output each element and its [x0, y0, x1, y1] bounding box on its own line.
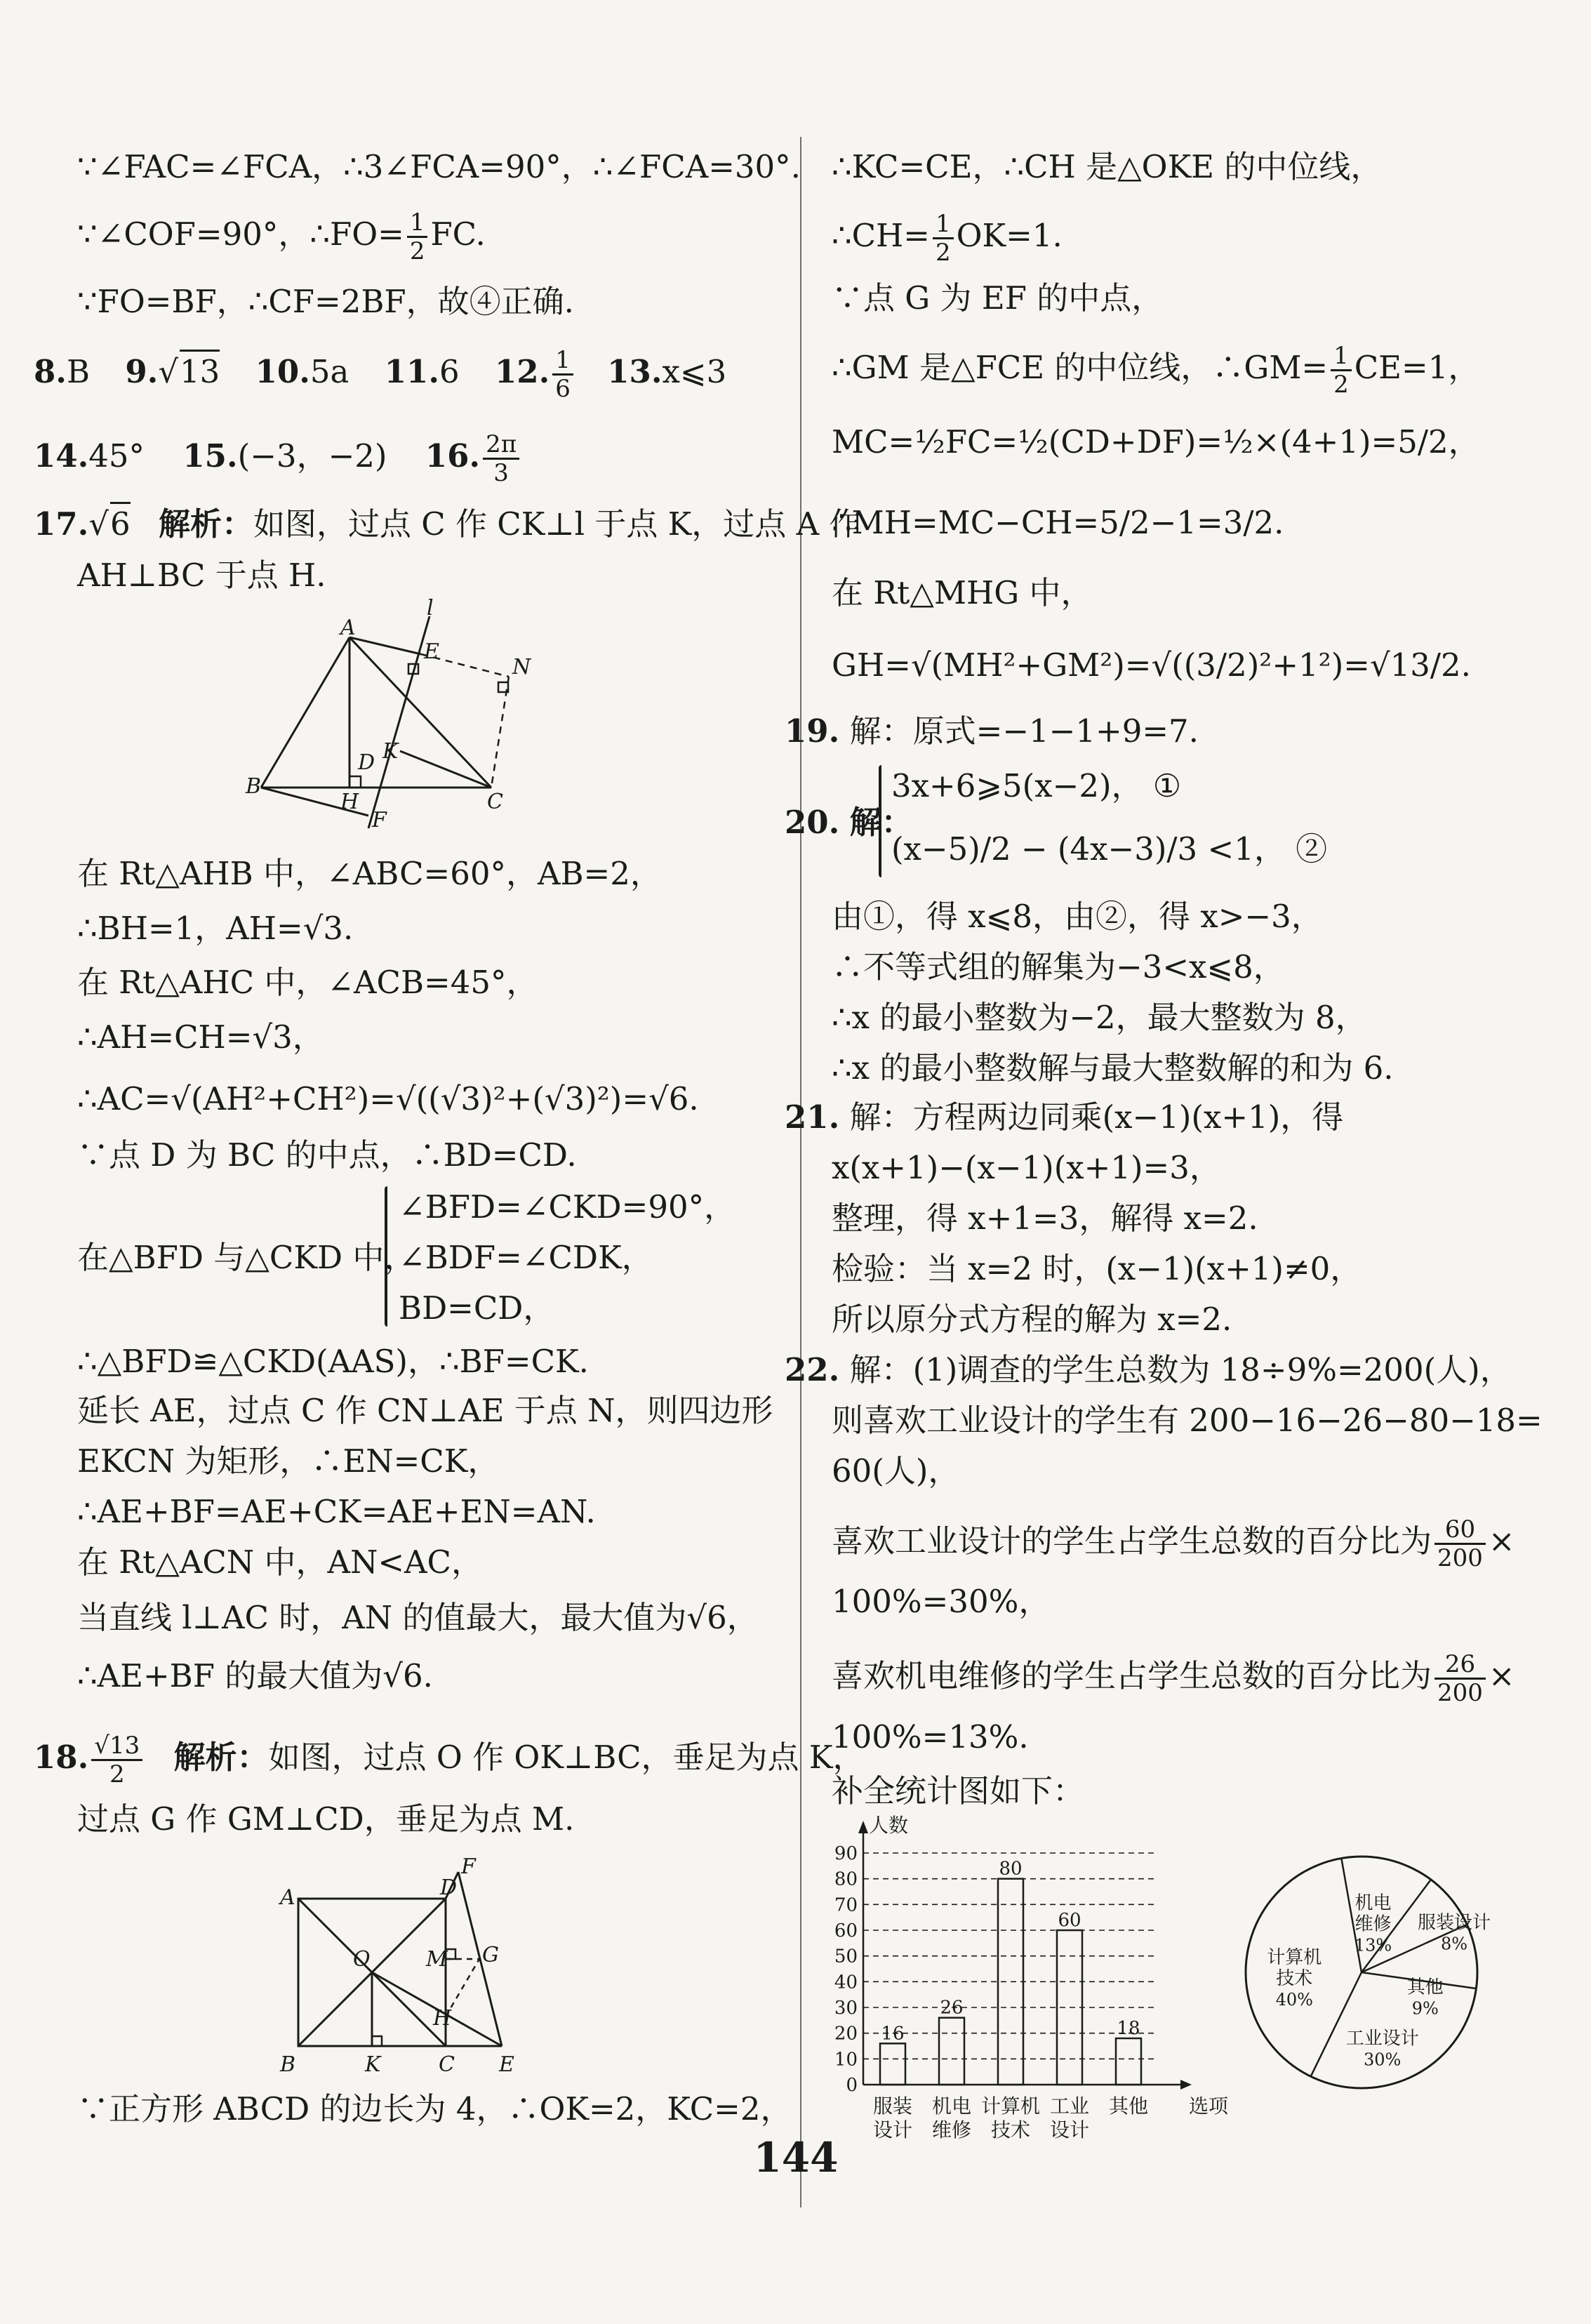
- tick-label: 90: [834, 1843, 858, 1864]
- category-label: 技术: [990, 2118, 1031, 2142]
- line-2: ∵∠COF=90°，∴FO= $\frac{1}{2}$ FC.: [77, 208, 486, 265]
- slice-label: 其他: [1406, 1977, 1444, 1998]
- q17-step-10: EKCN 为矩形，∴EN=CK，: [77, 1442, 500, 1480]
- label-l: l: [427, 596, 434, 620]
- bar: [880, 2043, 905, 2085]
- q20-system-1: 3x+6⩾5(x−2)， ①: [891, 767, 1182, 804]
- r-line-7: 在 Rt△MHG 中，: [832, 574, 1093, 611]
- category-label: 服装: [872, 2094, 913, 2118]
- r-line-8: GH=√(MH²+GM²)=√((3/2)²+1²)=√13/2.: [832, 646, 1471, 684]
- category-label: 计算机: [980, 2094, 1041, 2118]
- brace: [385, 1186, 387, 1327]
- label-f: F: [372, 808, 387, 832]
- q19: 19. 解：原式=−1−1+9=7.: [785, 712, 1199, 750]
- category-label: 维修: [931, 2118, 972, 2142]
- slice-percent: 40%: [1275, 1989, 1313, 2010]
- slice-label: 工业设计: [1345, 2028, 1419, 2050]
- q22-step-3: 喜欢工业设计的学生占学生总数的百分比为 $\frac{60}{200}$ ×: [832, 1515, 1515, 1572]
- slice-label: 维修: [1354, 1913, 1392, 1935]
- slice-percent: 13%: [1354, 1935, 1392, 1956]
- q20-step-3: ∴x 的最小整数为−2，最大整数为 8，: [832, 999, 1367, 1036]
- category-label: 机电: [931, 2094, 972, 2118]
- q21-step-4: 所以原分式方程的解为 x=2.: [832, 1301, 1232, 1338]
- q20-header: 20. 解：: [785, 804, 913, 841]
- q20-step-2: ∴不等式组的解集为−3<x⩽8，: [832, 948, 1285, 985]
- q22-header: 22. 解：(1)调查的学生总数为 18÷9%=200(人)，: [785, 1351, 1512, 1388]
- y-axis-label: 人数: [869, 1814, 909, 1837]
- label-n: N: [512, 655, 531, 679]
- q17-step-14: ∴AE+BF 的最大值为√6.: [77, 1657, 433, 1694]
- q17-header: 17.√6 解析：如图，过点 C 作 CK⊥l 于点 K，过点 A 作: [34, 503, 860, 545]
- slice-percent: 30%: [1364, 2050, 1402, 2070]
- slice-label: 计算机: [1267, 1946, 1322, 1968]
- pie-chart: [1200, 1853, 1572, 2099]
- q18-header: 18. $\frac{√13}{2}$ 解析：如图，过点 O 作 OK⊥BC，垂足为点 K，: [34, 1732, 865, 1788]
- q22-step-4: 100%=30%，: [832, 1583, 1051, 1620]
- line-3: ∵FO=BF，∴CF=2BF，故④正确.: [77, 283, 574, 320]
- q17-step-7: 在△BFD 与△CKD 中，: [77, 1239, 416, 1276]
- category-label: 设计: [1049, 2118, 1090, 2142]
- answers-14-16: 14.45° 15.(−3，−2) 16. $\frac{2\pi}{3}$: [34, 431, 522, 486]
- q18-line-3: ∵正方形 ABCD 的边长为 4，∴OK=2，KC=2，: [77, 2090, 792, 2127]
- label-c: C: [439, 2052, 455, 2077]
- category-label: 工业: [1049, 2094, 1090, 2118]
- q17-step-8: ∴△BFD≌△CKD(AAS)，∴BF=CK.: [77, 1343, 589, 1380]
- answers-8-13: 8.B 9.√13 10.5a 11.6 12. $\frac{1}{6}$ 13.x⩽3: [34, 346, 727, 403]
- slice-percent: 9%: [1411, 1998, 1439, 2019]
- tick-label: 20: [834, 2023, 858, 2045]
- label-d: D: [358, 750, 375, 775]
- q17-step-11: ∴AE+BF=AE+CK=AE+EN=AN.: [77, 1493, 596, 1530]
- label-f: F: [461, 1854, 476, 1879]
- category-label: 设计: [872, 2118, 913, 2142]
- label-o: O: [353, 1947, 371, 1972]
- q21-step-1: x(x+1)−(x−1)(x+1)=3，: [832, 1149, 1221, 1186]
- label-d: D: [440, 1875, 458, 1900]
- r-line-3: ∵点 G 为 EF 的中点，: [832, 279, 1164, 317]
- bar-chart: [814, 1811, 1229, 2148]
- tick-label: 60: [834, 1920, 858, 1941]
- q17-step-12: 在 Rt△ACN 中，AN<AC，: [77, 1543, 483, 1581]
- geometry-figure-2: [277, 1854, 537, 2081]
- q21-step-3: 检验：当 x=2 时，(x−1)(x+1)≠0，: [832, 1250, 1362, 1287]
- r-line-1: ∴KC=CE，∴CH 是△OKE 的中位线，: [832, 148, 1383, 185]
- q18-line-2: 过点 G 作 GM⊥CD，垂足为点 M.: [77, 1800, 575, 1838]
- r-line-2: ∴CH= $\frac{1}{2}$ OK=1.: [832, 210, 1063, 267]
- label-k: K: [365, 2052, 381, 2077]
- data-label: 80: [999, 1858, 1023, 1880]
- q20-step-4: ∴x 的最小整数解与最大整数解的和为 6.: [832, 1049, 1394, 1087]
- brace: [879, 765, 881, 877]
- q17-step-4: ∴AH=CH=√3，: [77, 1018, 324, 1056]
- label-b: B: [246, 774, 262, 799]
- q17-step-3: 在 Rt△AHC 中，∠ACB=45°，: [77, 964, 538, 1001]
- geometry-figure-1: [246, 596, 575, 846]
- slice-edge: [1311, 1972, 1362, 2076]
- data-label: 26: [940, 1997, 964, 2019]
- bar: [1116, 2038, 1141, 2085]
- r-line-4: ∴GM 是△FCE 的中位线，∴GM= $\frac{1}{2}$ CE=1，: [832, 342, 1480, 399]
- tick-label: 80: [834, 1868, 858, 1890]
- x-axis-label: 选项: [1189, 2094, 1229, 2118]
- r-line-5: MC=½FC=½(CD+DF)=½×(4+1)=5/2，: [832, 423, 1480, 460]
- q22-step-6: 100%=13%.: [832, 1718, 1029, 1755]
- label-m: M: [426, 1947, 448, 1972]
- q17-step-9: 延长 AE，过点 C 作 CN⊥AE 于点 N，则四边形: [77, 1392, 773, 1429]
- tick-label: 0: [846, 2075, 858, 2096]
- label-e: E: [499, 2052, 514, 2077]
- label-a: A: [340, 616, 356, 640]
- q17-step-13: 当直线 l⊥AC 时，AN 的值最大，最大值为√6，: [77, 1599, 759, 1636]
- q17-step-1: 在 Rt△AHB 中，∠ABC=60°，AB=2，: [77, 855, 662, 892]
- q22-step-5: 喜欢机电维修的学生占学生总数的百分比为 $\frac{26}{200}$ ×: [832, 1650, 1515, 1707]
- q21-header: 21. 解：方程两边同乘(x−1)(x+1)，得: [785, 1098, 1344, 1136]
- label-a: A: [280, 1885, 295, 1910]
- page-number: 144: [753, 2134, 839, 2182]
- q20-system-2: (x−5)/2 − (4x−3)/3 <1， ②: [891, 830, 1328, 868]
- bar: [939, 2018, 964, 2085]
- system-line-2: ∠BDF=∠CDK，: [399, 1239, 653, 1276]
- line-1: ∵∠FAC=∠FCA，∴3∠FCA=90°，∴∠FCA=30°.: [77, 148, 801, 185]
- q17-step-5: ∴AC=√(AH²+CH²)=√((√3)²+(√3)²)=√6.: [77, 1080, 699, 1117]
- q17-step-6: ∵点 D 为 BC 的中点，∴BD=CD.: [77, 1136, 577, 1174]
- label-e: E: [424, 639, 439, 664]
- q17-step-2: ∴BH=1，AH=√3.: [77, 910, 354, 947]
- tick-label: 50: [834, 1946, 858, 1967]
- slice-label: 服装设计: [1417, 1912, 1491, 1934]
- system-line-1: ∠BFD=∠CKD=90°，: [399, 1188, 736, 1226]
- q17-line-2: AH⊥BC 于点 H.: [77, 557, 326, 594]
- label-k: K: [382, 739, 399, 764]
- q22-step-2: 60(人)，: [832, 1452, 960, 1489]
- x-axis-arrow: [1180, 2080, 1192, 2090]
- label-b: B: [280, 2052, 296, 2077]
- slice-label: 机电: [1354, 1892, 1392, 1914]
- tick-label: 70: [834, 1894, 858, 1916]
- tick-label: 40: [834, 1972, 858, 1993]
- system-line-3: BD=CD，: [399, 1289, 555, 1327]
- q20-step-1: 由①，得 x⩽8，由②，得 x>−3，: [832, 898, 1323, 935]
- label-h: H: [433, 2006, 452, 2031]
- q21-step-2: 整理，得 x+1=3，解得 x=2.: [832, 1200, 1258, 1237]
- slice-percent: 8%: [1440, 1934, 1468, 1954]
- r-line-6: ∴MH=MC−CH=5/2−1=3/2.: [832, 504, 1284, 541]
- q22-step-1: 则喜欢工业设计的学生有 200−16−26−80−18=: [832, 1402, 1543, 1439]
- data-label: 18: [1117, 2018, 1140, 2039]
- label-g: G: [482, 1943, 499, 1967]
- category-label: 其他: [1108, 2094, 1149, 2118]
- slice-label: 技术: [1276, 1967, 1313, 1989]
- frac: $\frac{1}{2}$: [407, 209, 428, 265]
- column-divider: [800, 137, 801, 2207]
- data-label: 16: [881, 2023, 905, 2045]
- label-c: C: [487, 790, 503, 814]
- tick-label: 30: [834, 1998, 858, 2019]
- q22-step-7: 补全统计图如下：: [832, 1772, 1085, 1810]
- data-label: 60: [1058, 1910, 1081, 1931]
- y-axis-arrow: [858, 1821, 868, 1833]
- label-h: H: [340, 790, 359, 814]
- tick-label: 10: [834, 2049, 858, 2071]
